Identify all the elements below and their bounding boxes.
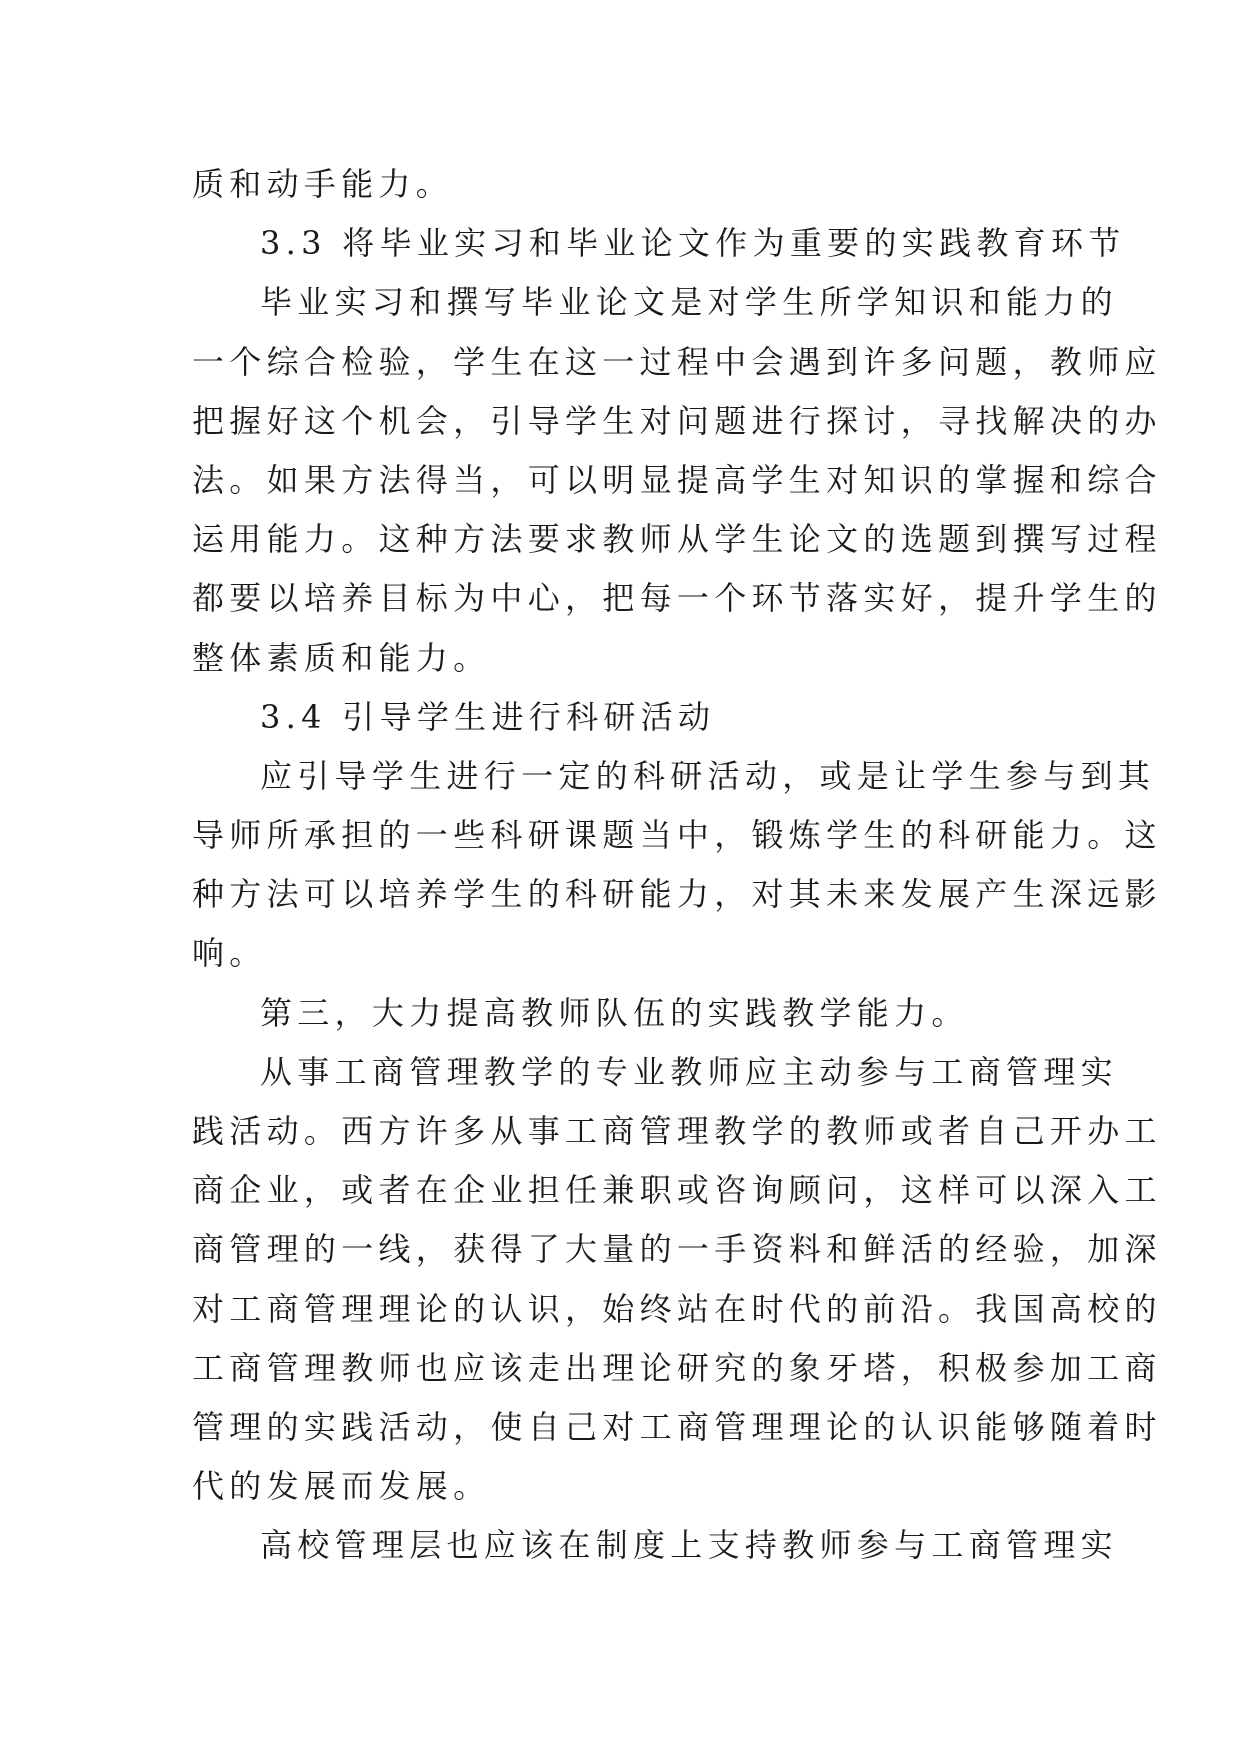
text-line: 法。如果方法得当，可以明显提高学生对知识的掌握和综合 xyxy=(192,460,1162,499)
text-line: 运用能力。这种方法要求教师从学生论文的选题到撰写过程 xyxy=(192,520,1162,559)
text-line: 对工商管理理论的认识，始终站在时代的前沿。我国高校的 xyxy=(192,1289,1162,1328)
paragraph-start: 第三，大力提高教师队伍的实践教学能力。 xyxy=(260,993,969,1032)
text-line: 都要以培养目标为中心，把每一个环节落实好，提升学生的 xyxy=(192,579,1162,618)
paragraph-start: 从事工商管理教学的专业教师应主动参与工商管理实 xyxy=(260,1052,1118,1091)
text-line: 种方法可以培养学生的科研能力，对其未来发展产生深远影 xyxy=(192,875,1162,914)
document-body xyxy=(192,155,1162,1576)
paragraph-start: 应引导学生进行一定的科研活动，或是让学生参与到其 xyxy=(260,756,1156,795)
text-line: 践活动。西方许多从事工商管理教学的教师或者自己开办工 xyxy=(192,1112,1162,1150)
text-line: 响。 xyxy=(192,934,267,973)
text-line: 管理的实践活动，使自己对工商管理理论的认识能够随着时 xyxy=(192,1407,1162,1446)
paragraph-start: 毕业实习和撰写毕业论文是对学生所学知识和能力的 xyxy=(260,283,1118,322)
text-line: 商管理的一线，获得了大量的一手资料和鲜活的经验，加深 xyxy=(192,1230,1162,1269)
text-line: 把握好这个机会，引导学生对问题进行探讨，寻找解决的办 xyxy=(192,401,1162,440)
section-heading-3-3: 3.3 将毕业实习和毕业论文作为重要的实践教育环节 xyxy=(260,224,1126,263)
text-line: 导师所承担的一些科研课题当中，锻炼学生的科研能力。这 xyxy=(192,816,1162,855)
text-line: 工商管理教师也应该走出理论研究的象牙塔，积极参加工商 xyxy=(192,1348,1162,1387)
paragraph-start: 高校管理层也应该在制度上支持教师参与工商管理实 xyxy=(260,1526,1118,1565)
text-line: 商企业，或者在企业担任兼职或咨询顾问，这样可以深入工 xyxy=(192,1171,1162,1210)
text-line: 质和动手能力。 xyxy=(192,165,454,203)
text-line: 整体素质和能力。 xyxy=(192,638,491,677)
text-line: 一个综合检验，学生在这一过程中会遇到许多问题，教师应 xyxy=(192,342,1162,381)
text-line: 代的发展而发展。 xyxy=(192,1467,491,1506)
section-heading-3-4: 3.4 引导学生进行科研活动 xyxy=(260,697,716,736)
